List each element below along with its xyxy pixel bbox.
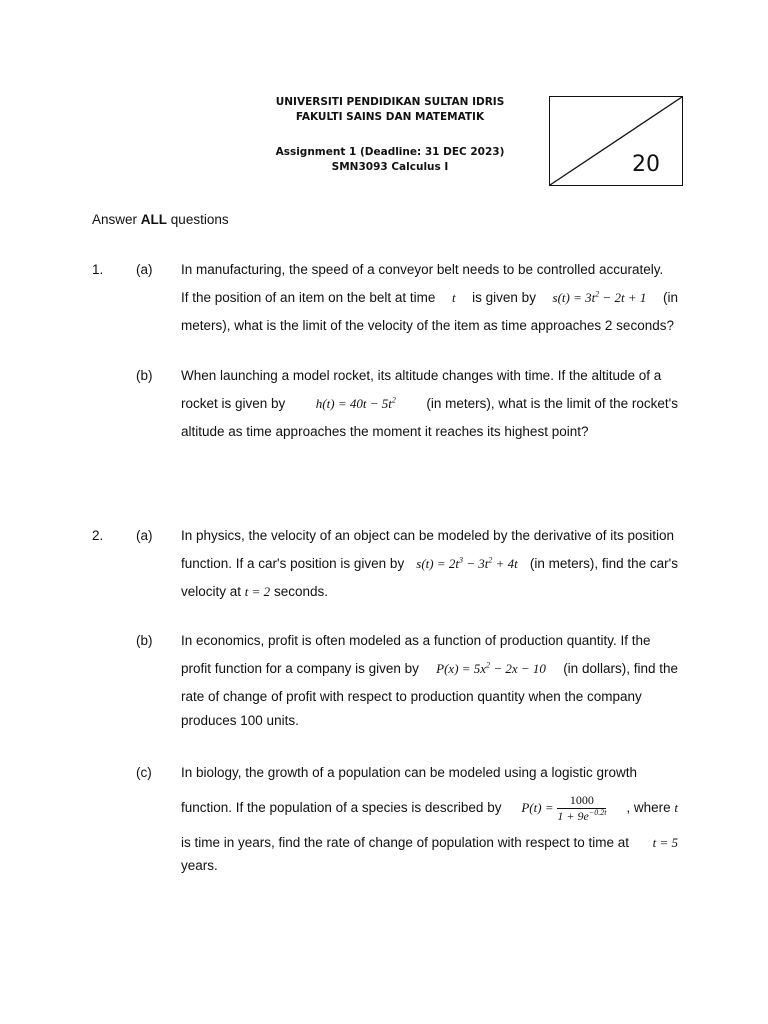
question-1a-line-3: meters), what is the limit of the velocity of the item as time approaches 2 seconds?: [181, 318, 674, 333]
question-1a-text: [181, 256, 678, 340]
math-profit-function: $P(x) = 5x^2 - 2x - 10$: [436, 660, 546, 676]
question-1a-label: (a): [136, 262, 153, 277]
question-1b-line-3: altitude as time approaches the moment it reaches its highest point?: [181, 424, 589, 439]
instructions: [92, 212, 229, 227]
instructions-emphasis: ALL: [140, 212, 168, 227]
math-car-position: $s(t) = 2t^3 - 3t^2 + 4t$: [416, 555, 518, 571]
question-2c-line-2: function. If the population of a species is described by P(t) = $\frac{1000}{1 + 9e^{-0.2t}}$ , where t: [181, 787, 678, 829]
math-position-function: $s(t) = 3t^2 - 2t + 1$: [552, 289, 647, 305]
math-logistic-function: P(t) = $\frac{1000}{1 + 9e^{-0.2t}}$: [521, 792, 607, 823]
assignment-title: Assignment 1 (Deadline: 31 DEC 2023): [275, 146, 505, 158]
question-2b-line-3: rate of change of profit with respect to production quantity when the company: [181, 689, 642, 704]
score-box-diagonal: [550, 97, 684, 187]
question-2a-line-1: In physics, the velocity of an object can be modeled by the derivative of its position: [181, 528, 675, 543]
instructions-prefix: Answer: [92, 212, 138, 227]
question-2a-line-3: velocity at t = 2 seconds.: [181, 578, 678, 606]
question-1b-line-2: rocket is given by $h(t) = 40t - 5t^2$ (in meters), what is the limit of the rocket's: [181, 390, 678, 418]
course-code: SMN3093 Calculus I: [331, 161, 449, 173]
math-t: t: [451, 290, 456, 305]
question-1a-line-2: If the position of an item on the belt at time t is given by $s(t) = 3t^2 - 2t + 1$ (in: [181, 284, 678, 312]
question-1b-label: (b): [136, 368, 153, 383]
score-box: [549, 96, 683, 186]
question-2b-text: [181, 627, 678, 731]
question-1a-line-1: In manufacturing, the speed of a conveyor belt needs to be controlled accurately.: [181, 262, 664, 277]
math-t-equals-5: t = 5: [652, 835, 678, 850]
question-2c-line-3: is time in years, find the rate of change of population with respect to time at t = 5: [181, 829, 678, 857]
instructions-suffix: questions: [170, 212, 229, 227]
question-2c-line-1: In biology, the growth of a population can be modeled using a logistic growth: [181, 765, 638, 780]
question-1b-text: [181, 362, 678, 446]
question-2b-line-4: produces 100 units.: [181, 713, 299, 728]
question-2a-line-2: function. If a car's position is given by $s(t) = 2t^3 - 3t^2 + 4t$ (in meters), find the car's: [181, 550, 678, 578]
question-1-number: 1.: [92, 262, 104, 277]
question-2c-line-4: years.: [181, 858, 218, 873]
faculty-name: FAKULTI SAINS DAN MATEMATIK: [295, 111, 485, 123]
university-name: UNIVERSITI PENDIDIKAN SULTAN IDRIS: [275, 96, 505, 108]
question-1b-line-1: When launching a model rocket, its altitude changes with time. If the altitude of a: [181, 368, 662, 383]
question-2c-label: (c): [136, 765, 152, 780]
question-2-number: 2.: [92, 528, 104, 543]
math-altitude-function: $h(t) = 40t - 5t^2$: [315, 395, 396, 411]
score-value: 20: [632, 152, 660, 177]
question-2a-label: (a): [136, 528, 153, 543]
math-t-equals-2: t = 2: [244, 584, 271, 599]
question-2b-line-1: In economics, profit is often modeled as a function of production quantity. If the: [181, 633, 651, 648]
question-2b-label: (b): [136, 633, 153, 648]
question-2b-line-2: profit function for a company is given by $P(x) = 5x^2 - 2x - 10$ (in dollars), find the: [181, 655, 678, 683]
document-header: [210, 95, 570, 175]
question-2a-text: [181, 522, 678, 606]
question-2c-text: [181, 759, 678, 875]
